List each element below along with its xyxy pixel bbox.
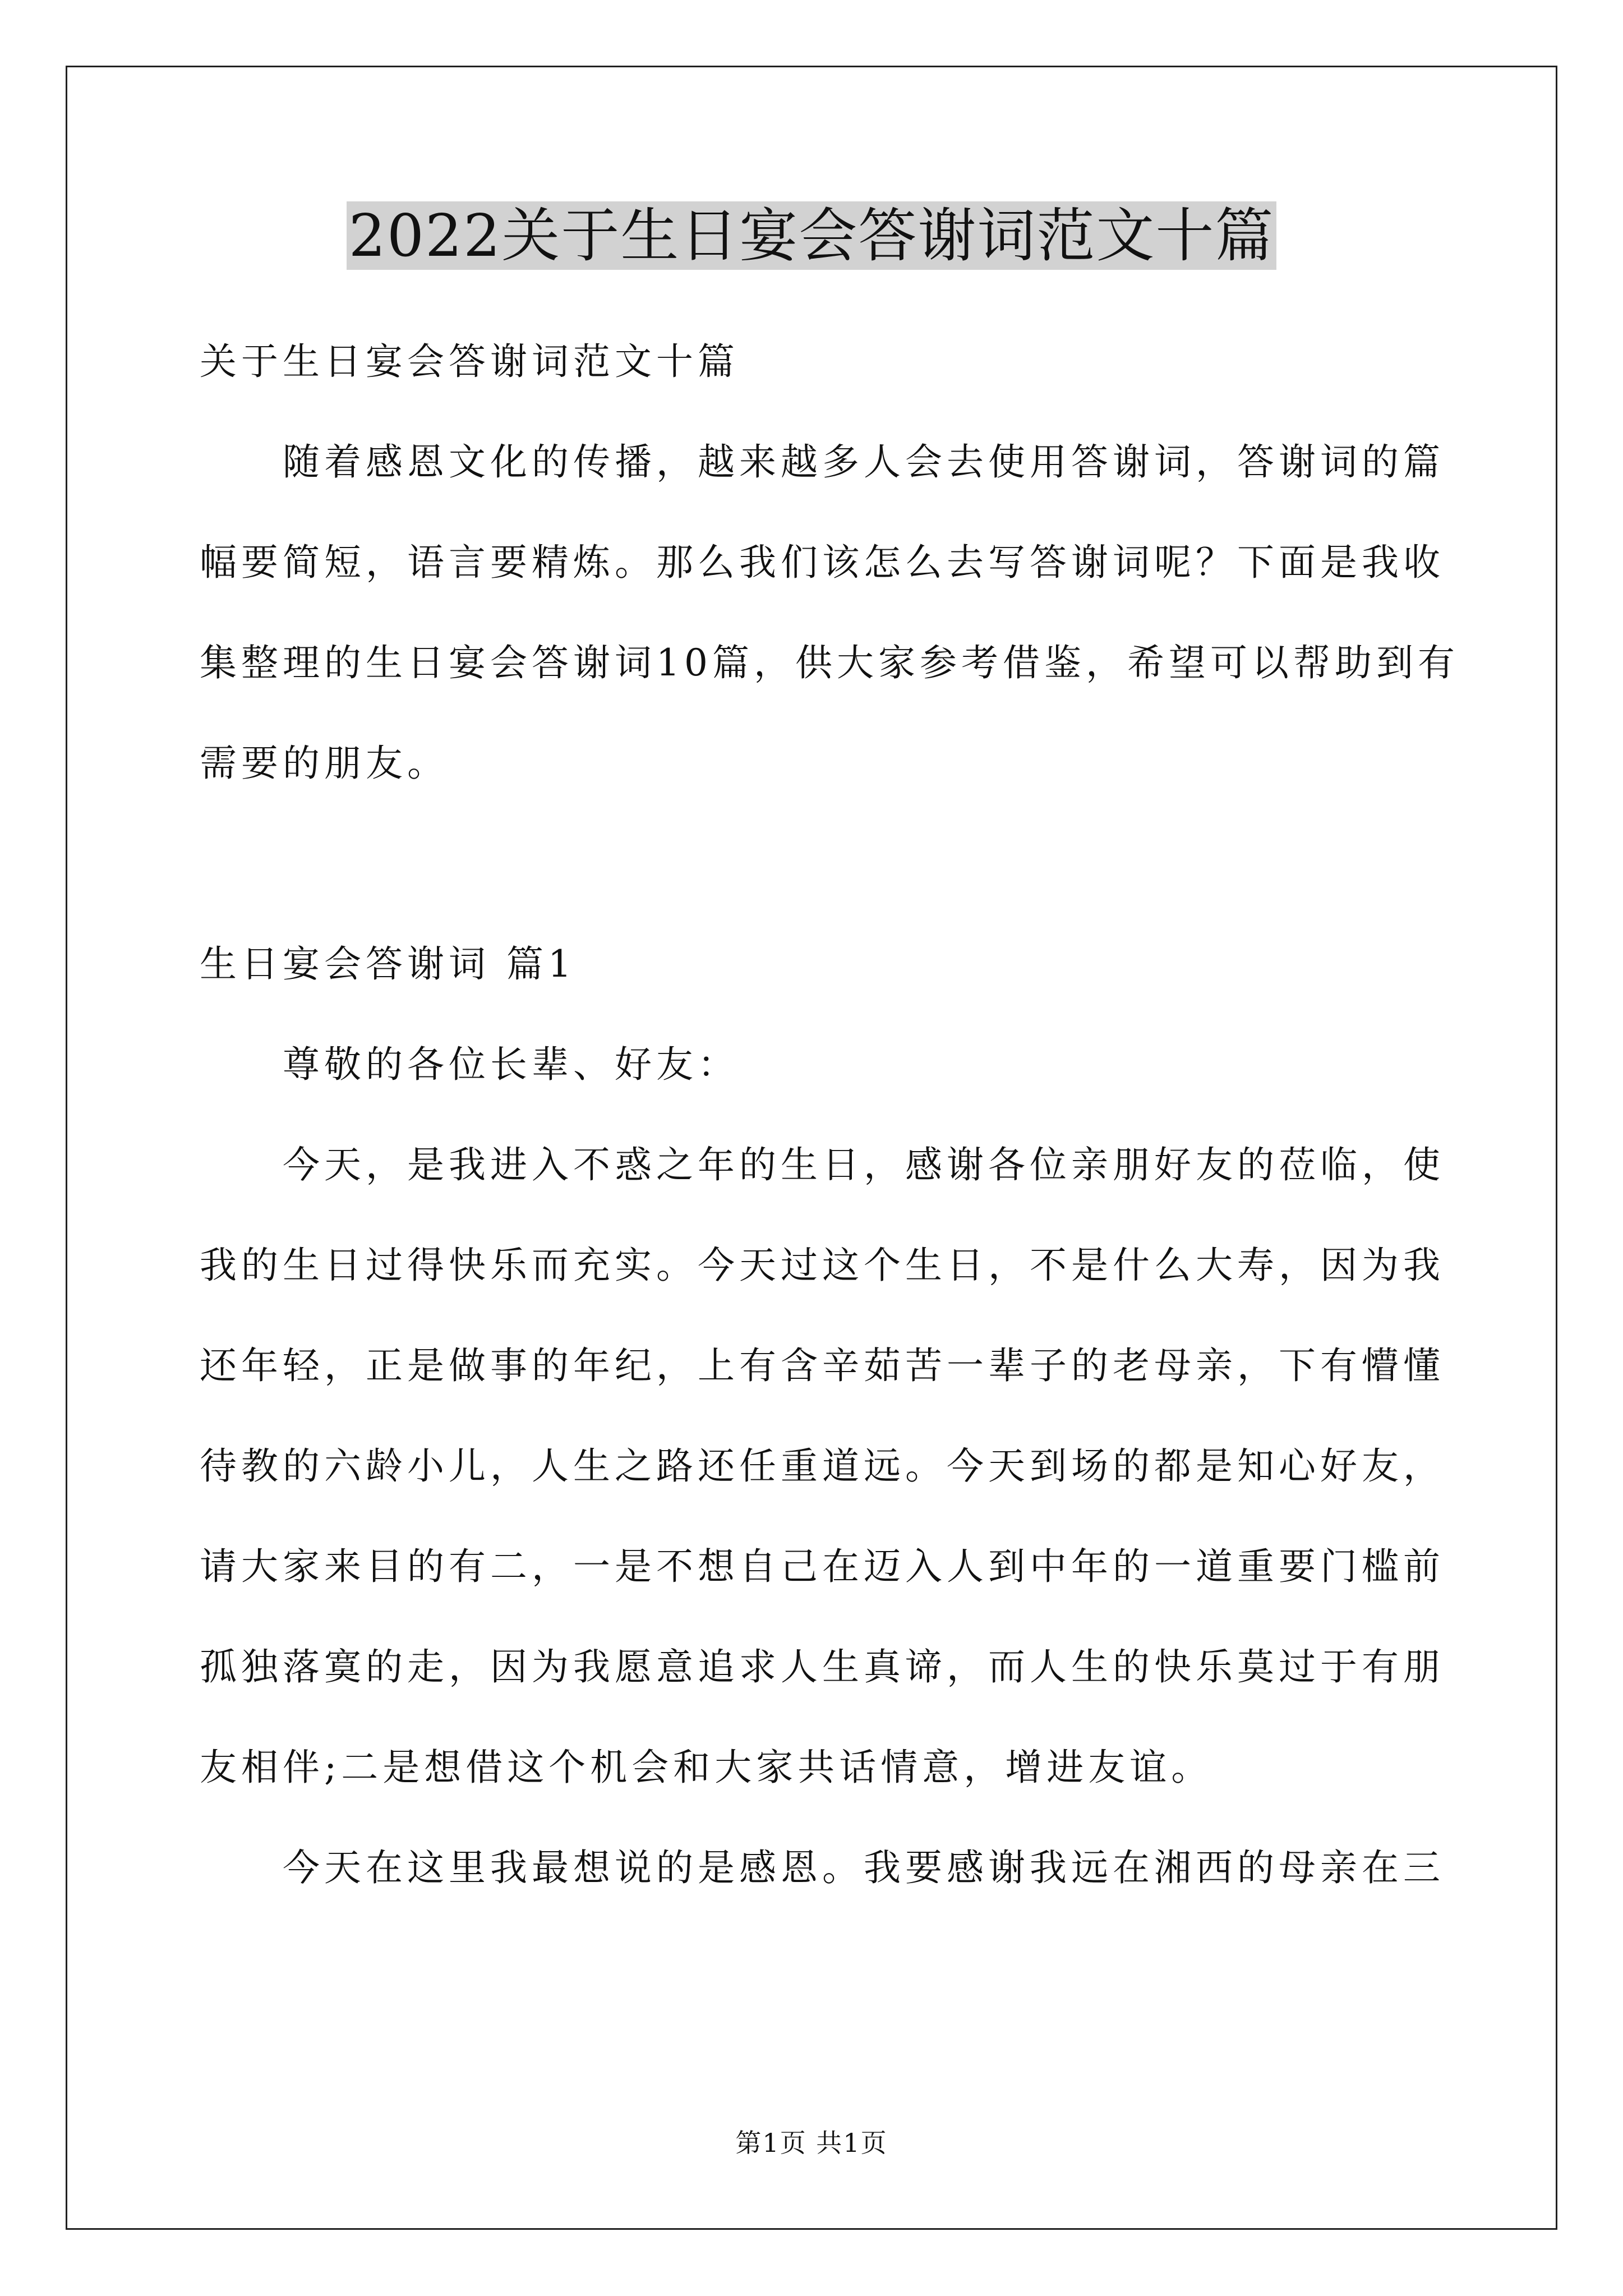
- subtitle: 关于生日宴会答谢词范文十篇: [200, 340, 739, 383]
- body-line: 请大家来目的有二，一是不想自己在迈入人到中年的一道重要门槛前: [200, 1545, 1445, 1588]
- intro-line: 集整理的生日宴会答谢词10篇，供大家参考借鉴，希望可以帮助到有: [200, 641, 1459, 684]
- body-line: 还年轻，正是做事的年纪，上有含辛茹苦一辈子的老母亲，下有懵懂: [200, 1344, 1445, 1387]
- body-line: 友相伴;二是想借这个机会和大家共话情意，增进友谊。: [200, 1746, 1213, 1789]
- body-line: 我的生日过得快乐而充实。今天过这个生日，不是什么大寿，因为我: [200, 1244, 1445, 1287]
- page-number: 第1页 共1页: [735, 2128, 888, 2158]
- closing-line: 今天在这里我最想说的是感恩。我要感谢我远在湘西的母亲在三: [283, 1846, 1445, 1889]
- document-title: [0, 196, 1623, 275]
- body-line: 孤独落寞的走，因为我愿意追求人生真谛，而人生的快乐莫过于有朋: [200, 1645, 1445, 1688]
- intro-line: 随着感恩文化的传播，越来越多人会去使用答谢词，答谢词的篇: [283, 440, 1445, 484]
- section-heading: 生日宴会答谢词 篇1: [200, 942, 576, 986]
- body-line: 待教的六龄小儿，人生之路还任重道远。今天到场的都是知心好友，: [200, 1444, 1445, 1488]
- document-body: [200, 311, 1459, 1918]
- paragraph-gap: [200, 813, 1433, 914]
- intro-line: 需要的朋友。: [200, 742, 449, 785]
- document-title-text: 2022关于生日宴会答谢词范文十篇: [347, 201, 1277, 270]
- intro-line: 幅要简短，语言要精炼。那么我们该怎么去写答谢词呢？下面是我收: [200, 541, 1445, 584]
- salutation: 尊敬的各位长辈、好友：: [283, 1043, 739, 1086]
- page-footer: [0, 2126, 1623, 2160]
- body-line: 今天，是我进入不惑之年的生日，感谢各位亲朋好友的莅临，使: [283, 1143, 1445, 1186]
